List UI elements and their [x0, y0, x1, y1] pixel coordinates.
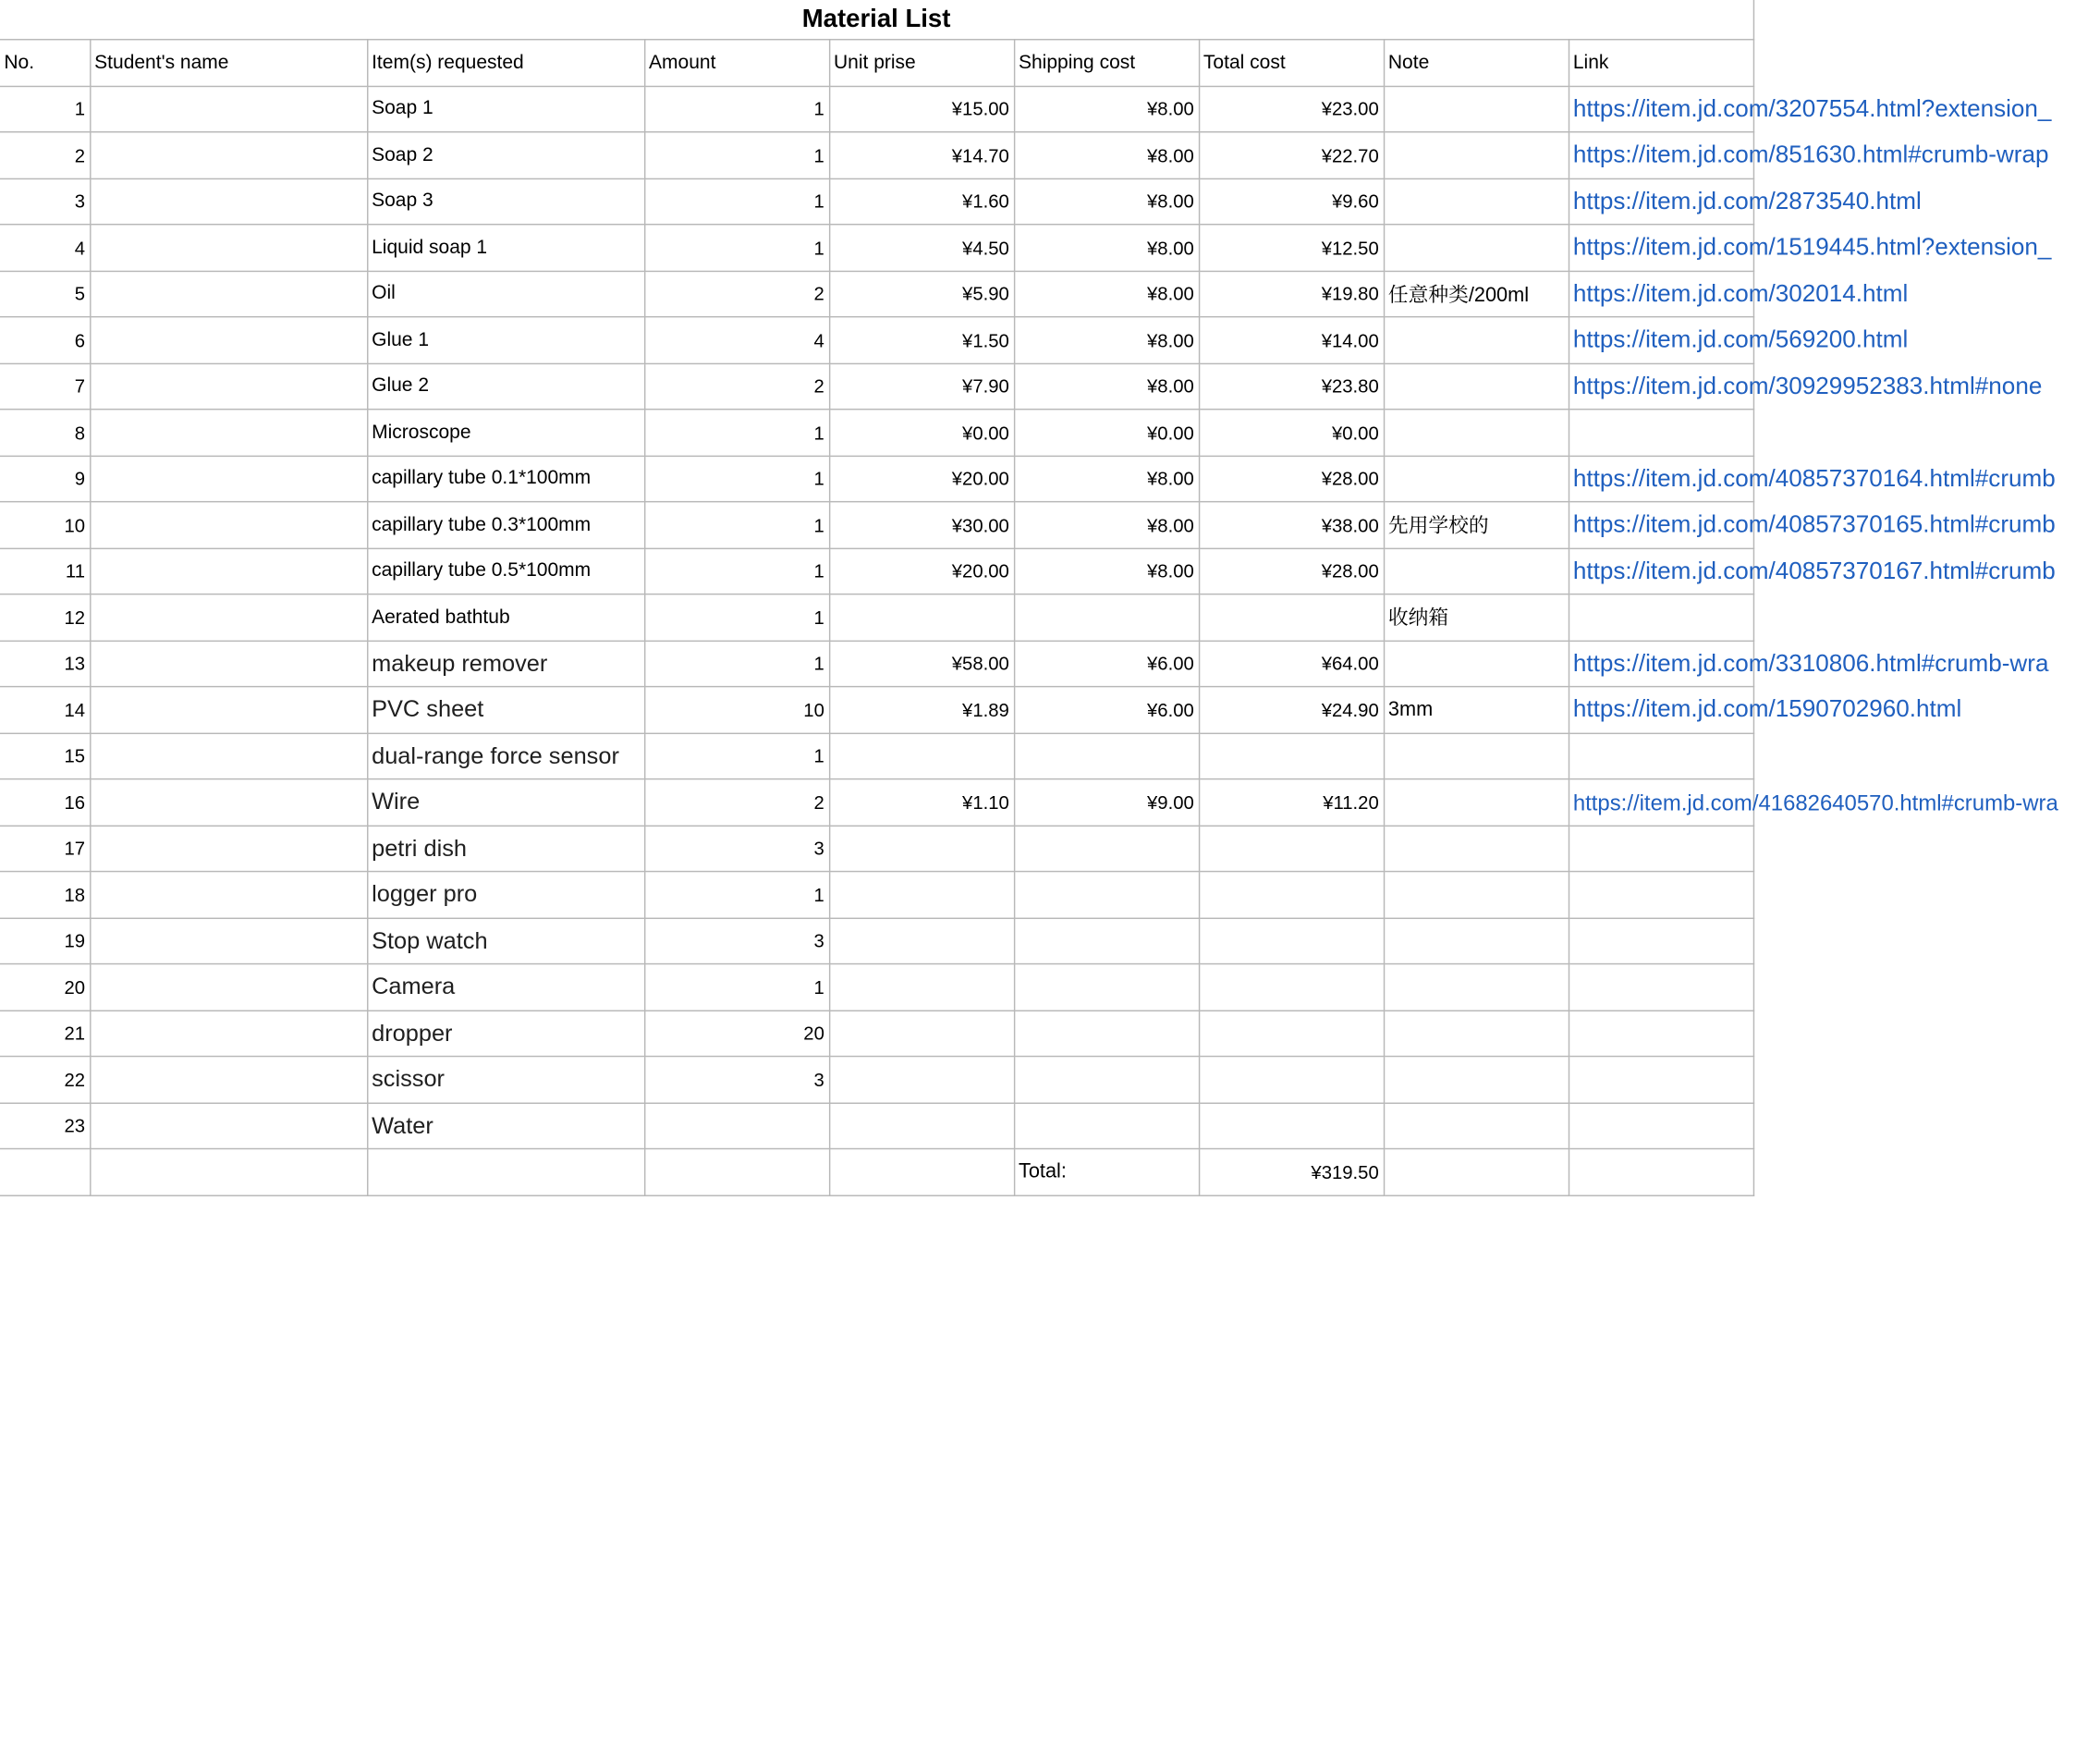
cell-total-cost[interactable]	[1199, 594, 1384, 641]
cell-no[interactable]: 21	[0, 1011, 90, 1057]
cell-link[interactable]	[1569, 594, 1753, 641]
table-row	[0, 641, 1753, 687]
cell-unit-prise[interactable]: ¥1.89	[829, 687, 1014, 733]
cell-amount[interactable]: 2	[644, 363, 829, 410]
cell-student-name[interactable]	[90, 502, 367, 548]
cell-no[interactable]: 22	[0, 1057, 90, 1103]
product-link[interactable]: https://item.jd.com/30929952383.html#none	[1572, 372, 2043, 399]
cell-unit-prise[interactable]	[829, 1103, 1014, 1149]
cell-student-name[interactable]	[90, 1103, 367, 1149]
header-note[interactable]: Note	[1384, 40, 1569, 86]
cell-note[interactable]	[1384, 641, 1569, 687]
cell-amount[interactable]: 3	[644, 918, 829, 964]
cell-student-name[interactable]	[90, 594, 367, 641]
cell-link[interactable]	[1569, 456, 2056, 502]
cell-amount[interactable]: 1	[644, 456, 829, 502]
cell-student-name[interactable]	[90, 872, 367, 918]
product-link[interactable]: https://item.jd.com/40857370167.html#crumb	[1572, 557, 2056, 584]
cell-item[interactable]: Water	[367, 1103, 644, 1149]
cell-no[interactable]: 10	[0, 502, 90, 548]
table-row	[0, 225, 1753, 271]
product-link[interactable]: https://item.jd.com/3310806.html#crumb-wra	[1572, 649, 2049, 677]
cell-total-cost[interactable]	[1199, 826, 1384, 872]
cell-link[interactable]	[1569, 502, 2056, 548]
cell-shipping-cost[interactable]: ¥0.00	[1014, 410, 1199, 456]
cell-item[interactable]: Camera	[367, 964, 644, 1011]
cell-no[interactable]: 12	[0, 594, 90, 641]
cell-note[interactable]	[1384, 1103, 1569, 1149]
table-row	[0, 548, 1753, 594]
cell-unit-prise[interactable]: ¥30.00	[829, 502, 1014, 548]
table-row	[0, 733, 1753, 779]
cell-note[interactable]	[1384, 872, 1569, 918]
cell-student-name[interactable]	[90, 826, 367, 872]
cell-student-name[interactable]	[90, 271, 367, 317]
table-row	[0, 410, 1753, 456]
cell-total-cost[interactable]: ¥14.00	[1199, 317, 1384, 363]
cell-amount[interactable]: 3	[644, 1057, 829, 1103]
cell-note[interactable]: 3mm	[1384, 687, 1569, 733]
cell-link[interactable]	[1569, 271, 1909, 317]
cell-amount[interactable]: 4	[644, 317, 829, 363]
cell-total-cost[interactable]: ¥11.20	[1199, 779, 1384, 826]
cell-no[interactable]: 7	[0, 363, 90, 410]
cell-link[interactable]	[1569, 687, 1962, 733]
cell-item[interactable]: capillary tube 0.3*100mm	[367, 502, 644, 548]
cell-link[interactable]	[1569, 132, 2049, 178]
table-row	[0, 178, 1753, 225]
cell-student-name[interactable]	[90, 317, 367, 363]
cell-unit-prise[interactable]	[829, 1057, 1014, 1103]
cell-note[interactable]	[1384, 317, 1569, 363]
cell-no[interactable]: 11	[0, 548, 90, 594]
cell-link[interactable]	[1569, 548, 2056, 594]
cell-note[interactable]	[1384, 86, 1569, 132]
cell-student-name[interactable]	[90, 1057, 367, 1103]
cell-link[interactable]	[1569, 178, 1922, 225]
cell-unit-prise[interactable]: ¥7.90	[829, 363, 1014, 410]
cell-amount[interactable]: 1	[644, 548, 829, 594]
cell-total-cost[interactable]: ¥12.50	[1199, 225, 1384, 271]
cell-link[interactable]	[1569, 1057, 1753, 1103]
cell-item[interactable]: Soap 2	[367, 132, 644, 178]
cell-total-cost[interactable]	[1199, 1011, 1384, 1057]
cell-amount[interactable]: 20	[644, 1011, 829, 1057]
cell-student-name[interactable]	[90, 687, 367, 733]
cell-total-cost[interactable]	[1199, 964, 1384, 1011]
cell-shipping-cost[interactable]: ¥9.00	[1014, 779, 1199, 826]
cell-no[interactable]: 1	[0, 86, 90, 132]
cell-no[interactable]: 3	[0, 178, 90, 225]
cell-no[interactable]: 18	[0, 872, 90, 918]
header-link[interactable]: Link	[1569, 40, 1753, 86]
total-row	[0, 1149, 1753, 1195]
table-row	[0, 1057, 1753, 1103]
table-row	[0, 271, 1753, 317]
cell-total-cost[interactable]: ¥0.00	[1199, 410, 1384, 456]
cell-no[interactable]: 16	[0, 779, 90, 826]
cell-note[interactable]	[1384, 178, 1569, 225]
table-row	[0, 363, 1753, 410]
cell-no[interactable]: 4	[0, 225, 90, 271]
cell-shipping-cost[interactable]	[1014, 1103, 1199, 1149]
cell-unit-prise[interactable]	[829, 1149, 1014, 1195]
product-link[interactable]: https://item.jd.com/302014.html	[1572, 279, 1909, 307]
cell-note[interactable]	[1384, 918, 1569, 964]
sheet-title[interactable]: Material List	[0, 0, 1753, 40]
cell-note[interactable]: 先用学校的	[1384, 502, 1569, 548]
cell-item[interactable]: Glue 1	[367, 317, 644, 363]
cell-item[interactable]: petri dish	[367, 826, 644, 872]
cell-amount[interactable]	[644, 1103, 829, 1149]
cell-unit-prise[interactable]: ¥20.00	[829, 548, 1014, 594]
cell-student-name[interactable]	[90, 363, 367, 410]
cell-total-cost[interactable]	[1199, 918, 1384, 964]
cell-total-cost[interactable]: ¥28.00	[1199, 548, 1384, 594]
cell-no[interactable]: 13	[0, 641, 90, 687]
table-row	[0, 1011, 1753, 1057]
cell-student-name[interactable]	[90, 733, 367, 779]
header-amount[interactable]: Amount	[644, 40, 829, 86]
cell-amount[interactable]: 1	[644, 594, 829, 641]
cell-amount[interactable]: 1	[644, 641, 829, 687]
cell-total-cost[interactable]: ¥19.80	[1199, 271, 1384, 317]
cell-shipping-cost[interactable]: ¥6.00	[1014, 687, 1199, 733]
cell-note[interactable]	[1384, 363, 1569, 410]
cell-no[interactable]: 17	[0, 826, 90, 872]
cell-shipping-cost[interactable]	[1014, 918, 1199, 964]
table-row	[0, 918, 1753, 964]
cell-student-name[interactable]	[90, 456, 367, 502]
cell-shipping-cost[interactable]	[1014, 594, 1199, 641]
cell-shipping-cost[interactable]: ¥8.00	[1014, 502, 1199, 548]
cell-no[interactable]: 14	[0, 687, 90, 733]
cell-unit-prise[interactable]	[829, 733, 1014, 779]
cell-link[interactable]	[1569, 86, 2052, 132]
cell-shipping-cost[interactable]: ¥8.00	[1014, 456, 1199, 502]
cell-unit-prise[interactable]: ¥5.90	[829, 271, 1014, 317]
cell-link[interactable]	[1569, 1103, 1753, 1149]
cell-unit-prise[interactable]	[829, 1011, 1014, 1057]
cell-shipping-cost[interactable]: ¥8.00	[1014, 178, 1199, 225]
cell-note[interactable]	[1384, 1149, 1569, 1195]
product-link[interactable]: https://item.jd.com/851630.html#crumb-wrap	[1572, 141, 2049, 168]
cell-student-name[interactable]	[90, 410, 367, 456]
cell-note[interactable]	[1384, 132, 1569, 178]
cell-amount[interactable]: 1	[644, 733, 829, 779]
cell-no[interactable]: 19	[0, 918, 90, 964]
cell-total-cost[interactable]	[1199, 733, 1384, 779]
cell-student-name[interactable]	[90, 178, 367, 225]
cell-link[interactable]	[1569, 641, 2049, 687]
table-row	[0, 826, 1753, 872]
cell-note[interactable]	[1384, 733, 1569, 779]
cell-item[interactable]: PVC sheet	[367, 687, 644, 733]
cell-link[interactable]	[1569, 872, 1753, 918]
cell-item[interactable]: scissor	[367, 1057, 644, 1103]
cell-note[interactable]	[1384, 779, 1569, 826]
cell-unit-prise[interactable]	[829, 872, 1014, 918]
cell-unit-prise[interactable]	[829, 918, 1014, 964]
cell-item[interactable]: Oil	[367, 271, 644, 317]
cell-amount[interactable]: 1	[644, 132, 829, 178]
cell-no[interactable]: 2	[0, 132, 90, 178]
cell-note[interactable]: 任意种类/200ml	[1384, 271, 1569, 317]
cell-shipping-cost[interactable]	[1014, 964, 1199, 1011]
cell-item[interactable]: Microscope	[367, 410, 644, 456]
header-no[interactable]: No.	[0, 40, 90, 86]
cell-total-cost[interactable]: ¥23.00	[1199, 86, 1384, 132]
cell-item[interactable]: Liquid soap 1	[367, 225, 644, 271]
cell-item[interactable]: Aerated bathtub	[367, 594, 644, 641]
table-row	[0, 594, 1753, 641]
cell-student-name[interactable]	[90, 779, 367, 826]
cell-no[interactable]: 5	[0, 271, 90, 317]
header-items[interactable]: Item(s) requested	[367, 40, 644, 86]
cell-shipping-cost[interactable]: ¥8.00	[1014, 132, 1199, 178]
cell-item[interactable]: dual-range force sensor	[367, 733, 644, 779]
cell-amount[interactable]	[644, 1149, 829, 1195]
cell-amount[interactable]: 1	[644, 410, 829, 456]
cell-item[interactable]: capillary tube 0.1*100mm	[367, 456, 644, 502]
cell-unit-prise[interactable]	[829, 964, 1014, 1011]
cell-note[interactable]	[1384, 1057, 1569, 1103]
cell-shipping-cost[interactable]: ¥6.00	[1014, 641, 1199, 687]
table-row	[0, 779, 1753, 826]
cell-link[interactable]	[1569, 225, 2052, 271]
cell-item[interactable]: Soap 3	[367, 178, 644, 225]
cell-no[interactable]: 6	[0, 317, 90, 363]
product-link[interactable]: https://item.jd.com/1519445.html?extension_	[1572, 233, 2052, 261]
table-row	[0, 687, 1753, 733]
header-total-cost[interactable]: Total cost	[1199, 40, 1384, 86]
cell-total-cost[interactable]	[1199, 1103, 1384, 1149]
cell-shipping-cost[interactable]	[1014, 1057, 1199, 1103]
cell-unit-prise[interactable]: ¥0.00	[829, 410, 1014, 456]
cell-no[interactable]: 23	[0, 1103, 90, 1149]
table-row	[0, 132, 1753, 178]
header-shipping-cost[interactable]: Shipping cost	[1014, 40, 1199, 86]
cell-shipping-cost[interactable]	[1014, 733, 1199, 779]
product-link[interactable]: https://item.jd.com/1590702960.html	[1572, 695, 1962, 723]
cell-item[interactable]: Glue 2	[367, 363, 644, 410]
product-link[interactable]: https://item.jd.com/569200.html	[1572, 325, 1909, 353]
cell-total-cost[interactable]: ¥24.90	[1199, 687, 1384, 733]
cell-link[interactable]	[1569, 410, 1753, 456]
table-row	[0, 872, 1753, 918]
cell-unit-prise[interactable]: ¥58.00	[829, 641, 1014, 687]
cell-item[interactable]: logger pro	[367, 872, 644, 918]
cell-unit-prise[interactable]: ¥15.00	[829, 86, 1014, 132]
cell-unit-prise[interactable]: ¥20.00	[829, 456, 1014, 502]
cell-link[interactable]	[1569, 1149, 1753, 1195]
cell-shipping-cost[interactable]: ¥8.00	[1014, 225, 1199, 271]
cell-link[interactable]	[1569, 1011, 1753, 1057]
product-link[interactable]: https://item.jd.com/41682640570.html#crumb-wra	[1572, 791, 2058, 816]
cell-shipping-cost[interactable]: ¥8.00	[1014, 363, 1199, 410]
cell-unit-prise[interactable]	[829, 594, 1014, 641]
cell-link[interactable]	[1569, 779, 2058, 826]
total-value[interactable]: ¥319.50	[1199, 1149, 1384, 1195]
cell-total-cost[interactable]: ¥22.70	[1199, 132, 1384, 178]
cell-amount[interactable]: 2	[644, 271, 829, 317]
cell-total-cost[interactable]: ¥9.60	[1199, 178, 1384, 225]
table-row	[0, 964, 1753, 1011]
cell-shipping-cost[interactable]: ¥8.00	[1014, 271, 1199, 317]
cell-no[interactable]	[0, 1149, 90, 1195]
cell-item[interactable]: dropper	[367, 1011, 644, 1057]
table-row	[0, 86, 1753, 132]
cell-link[interactable]	[1569, 317, 1909, 363]
cell-unit-prise[interactable]: ¥14.70	[829, 132, 1014, 178]
cell-total-cost[interactable]: ¥28.00	[1199, 456, 1384, 502]
total-label[interactable]: Total:	[1014, 1149, 1199, 1195]
cell-note[interactable]	[1384, 1011, 1569, 1057]
cell-student-name[interactable]	[90, 86, 367, 132]
cell-amount[interactable]: 1	[644, 502, 829, 548]
cell-no[interactable]: 15	[0, 733, 90, 779]
cell-amount[interactable]: 1	[644, 225, 829, 271]
cell-note[interactable]	[1384, 826, 1569, 872]
cell-amount[interactable]: 1	[644, 178, 829, 225]
cell-link[interactable]	[1569, 964, 1753, 1011]
cell-amount[interactable]: 1	[644, 872, 829, 918]
cell-shipping-cost[interactable]: ¥8.00	[1014, 317, 1199, 363]
cell-item[interactable]: capillary tube 0.5*100mm	[367, 548, 644, 594]
cell-shipping-cost[interactable]	[1014, 872, 1199, 918]
header-student-name[interactable]: Student's name	[90, 40, 367, 86]
cell-shipping-cost[interactable]	[1014, 826, 1199, 872]
cell-note[interactable]	[1384, 964, 1569, 1011]
cell-no[interactable]: 9	[0, 456, 90, 502]
cell-item[interactable]: makeup remover	[367, 641, 644, 687]
cell-item[interactable]	[367, 1149, 644, 1195]
cell-student-name[interactable]	[90, 1149, 367, 1195]
cell-unit-prise[interactable]: ¥1.50	[829, 317, 1014, 363]
cell-amount[interactable]: 2	[644, 779, 829, 826]
cell-note[interactable]	[1384, 410, 1569, 456]
cell-link[interactable]	[1569, 363, 2043, 410]
cell-amount[interactable]: 1	[644, 964, 829, 1011]
cell-amount[interactable]: 3	[644, 826, 829, 872]
cell-student-name[interactable]	[90, 132, 367, 178]
cell-student-name[interactable]	[90, 1011, 367, 1057]
cell-total-cost[interactable]: ¥38.00	[1199, 502, 1384, 548]
table-row	[0, 317, 1753, 363]
cell-note[interactable]	[1384, 225, 1569, 271]
cell-note[interactable]: 收纳箱	[1384, 594, 1569, 641]
cell-student-name[interactable]	[90, 548, 367, 594]
product-link[interactable]: https://item.jd.com/40857370164.html#crumb	[1572, 464, 2056, 492]
cell-amount[interactable]: 10	[644, 687, 829, 733]
table-row	[0, 502, 1753, 548]
cell-note[interactable]	[1384, 548, 1569, 594]
cell-total-cost[interactable]	[1199, 872, 1384, 918]
cell-student-name[interactable]	[90, 918, 367, 964]
cell-amount[interactable]: 1	[644, 86, 829, 132]
cell-no[interactable]: 8	[0, 410, 90, 456]
cell-shipping-cost[interactable]: ¥8.00	[1014, 548, 1199, 594]
product-link[interactable]: https://item.jd.com/2873540.html	[1572, 187, 1922, 214]
cell-note[interactable]	[1384, 456, 1569, 502]
product-link[interactable]: https://item.jd.com/3207554.html?extension_	[1572, 94, 2052, 122]
cell-item[interactable]: Stop watch	[367, 918, 644, 964]
cell-student-name[interactable]	[90, 964, 367, 1011]
cell-item[interactable]: Soap 1	[367, 86, 644, 132]
cell-total-cost[interactable]	[1199, 1057, 1384, 1103]
cell-total-cost[interactable]: ¥64.00	[1199, 641, 1384, 687]
table-row	[0, 1103, 1753, 1149]
cell-unit-prise[interactable]: ¥4.50	[829, 225, 1014, 271]
product-link[interactable]: https://item.jd.com/40857370165.html#crumb	[1572, 510, 2056, 538]
cell-student-name[interactable]	[90, 225, 367, 271]
cell-shipping-cost[interactable]	[1014, 1011, 1199, 1057]
cell-total-cost[interactable]: ¥23.80	[1199, 363, 1384, 410]
cell-no[interactable]: 20	[0, 964, 90, 1011]
cell-unit-prise[interactable]	[829, 826, 1014, 872]
cell-shipping-cost[interactable]: ¥8.00	[1014, 86, 1199, 132]
cell-link[interactable]	[1569, 918, 1753, 964]
cell-unit-prise[interactable]: ¥1.10	[829, 779, 1014, 826]
cell-link[interactable]	[1569, 733, 1753, 779]
cell-item[interactable]: Wire	[367, 779, 644, 826]
header-row	[0, 40, 1753, 86]
header-unit-prise[interactable]: Unit prise	[829, 40, 1014, 86]
cell-unit-prise[interactable]: ¥1.60	[829, 178, 1014, 225]
cell-link[interactable]	[1569, 826, 1753, 872]
cell-student-name[interactable]	[90, 641, 367, 687]
table-row	[0, 456, 1753, 502]
